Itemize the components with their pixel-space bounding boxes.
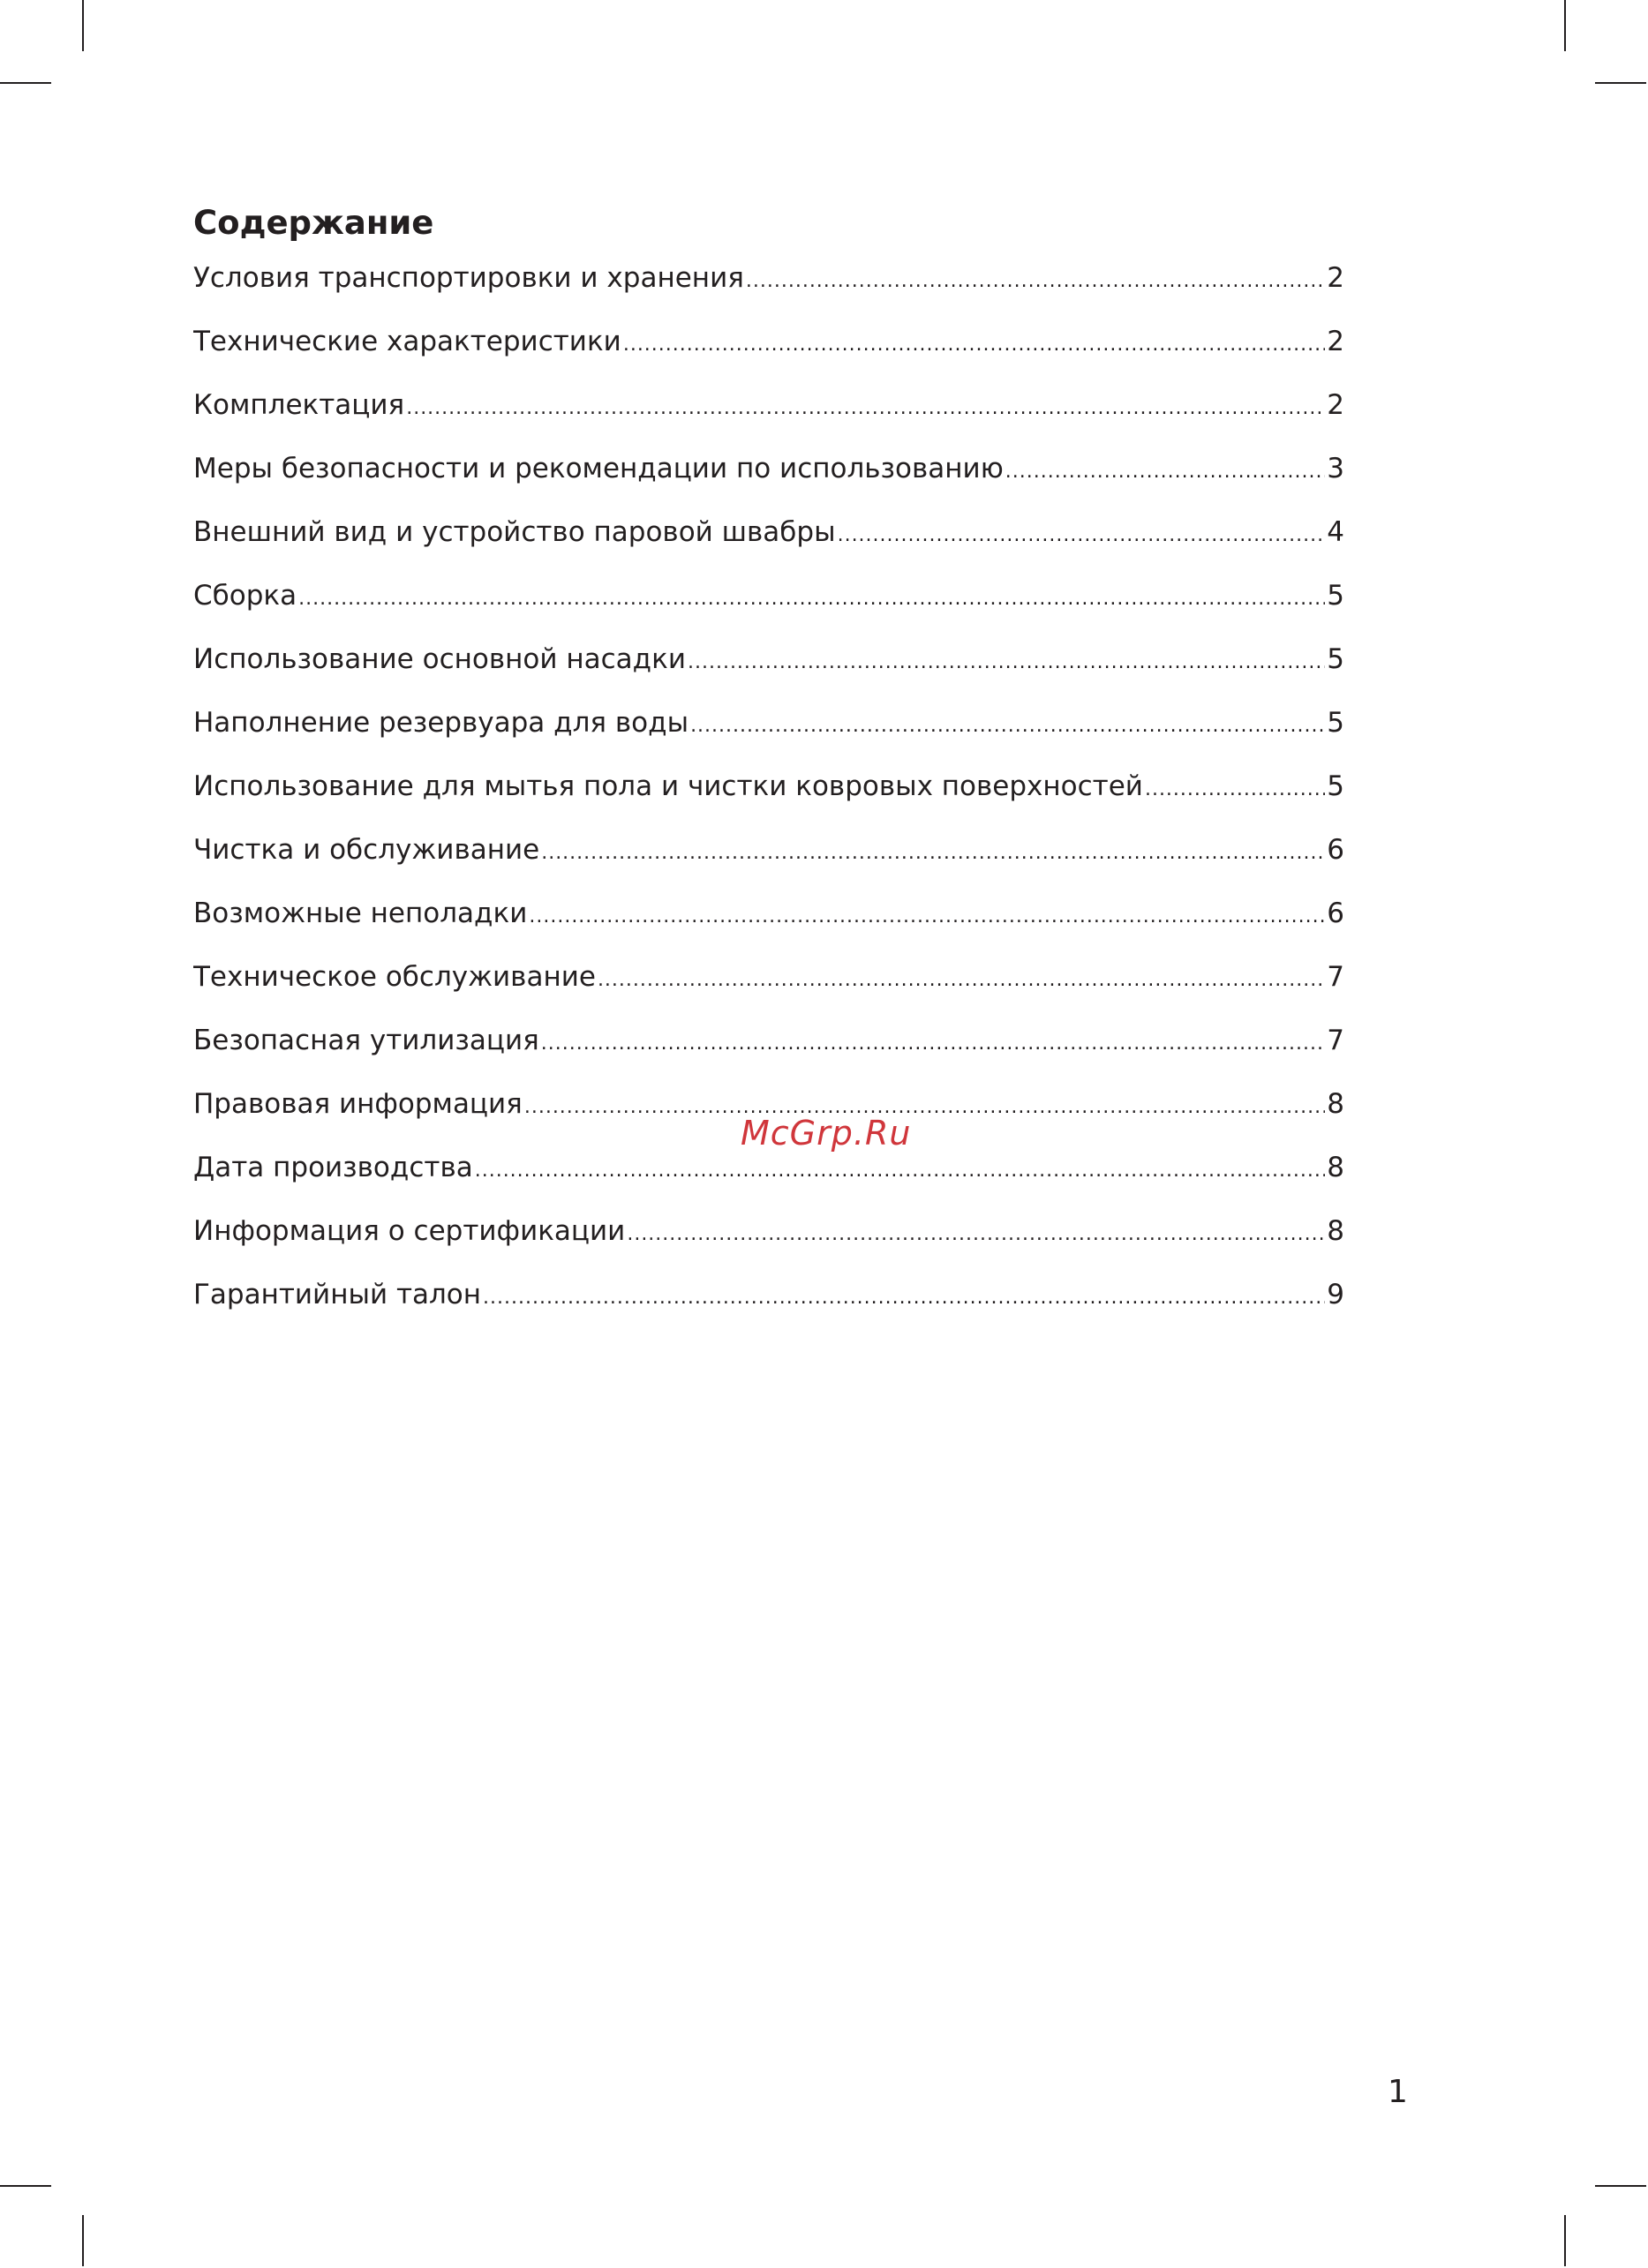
crop-mark-top-right-vertical: [1564, 0, 1566, 51]
toc-entry-label: Наполнение резервуара для воды: [193, 707, 689, 739]
toc-entry[interactable]: [193, 830, 1344, 894]
page-number: 1: [1388, 2074, 1408, 2110]
toc-dot-leader: [598, 961, 1325, 1000]
toc-dot-leader: [838, 516, 1326, 555]
toc-dot-leader: [1005, 453, 1325, 492]
toc-dot-leader: [623, 326, 1325, 364]
toc-entry[interactable]: [193, 576, 1344, 640]
toc-dot-leader: [541, 1025, 1326, 1063]
toc-entry-page-number: 6: [1327, 834, 1344, 866]
crop-mark-top-left-vertical: [82, 0, 84, 51]
toc-dot-leader: [688, 643, 1325, 682]
toc-dot-leader: [627, 1215, 1325, 1254]
toc-entry-label: Безопасная утилизация: [193, 1025, 539, 1056]
toc-entry-label: Информация о сертификации: [193, 1215, 626, 1247]
watermark: McGrp.Ru: [741, 1114, 912, 1153]
toc-entry[interactable]: [193, 958, 1344, 1021]
crop-mark-bottom-left-vertical: [82, 2215, 84, 2266]
toc-entry-page-number: 7: [1327, 961, 1344, 993]
toc-entry-page-number: 6: [1327, 897, 1344, 929]
toc-entry-label: Комплектация: [193, 389, 405, 421]
toc-entry-page-number: 2: [1327, 389, 1344, 421]
toc-entry-page-number: 5: [1327, 580, 1344, 612]
toc-dot-leader: [524, 1088, 1325, 1127]
toc-dot-leader: [541, 834, 1325, 873]
toc-dot-leader: [475, 1152, 1326, 1190]
crop-mark-top-right-horizontal: [1595, 82, 1646, 84]
toc-entry-label: Условия транспортировки и хранения: [193, 262, 744, 294]
toc-entry-page-number: 3: [1327, 453, 1344, 484]
toc-entry[interactable]: [193, 703, 1344, 767]
toc-entry[interactable]: [193, 1275, 1344, 1339]
crop-mark-bottom-right-vertical: [1564, 2215, 1566, 2266]
toc-entry-page-number: 4: [1327, 516, 1344, 548]
toc-entry-label: Чистка и обслуживание: [193, 834, 540, 866]
toc-entry-label: Сборка: [193, 580, 297, 612]
toc-entry-label: Дата производства: [193, 1152, 473, 1183]
toc-entry-label: Техническое обслуживание: [193, 961, 596, 993]
toc-entry-label: Использование для мытья пола и чистки ковровых поверхностей: [193, 770, 1143, 802]
toc-title: Содержание: [193, 204, 434, 242]
table-of-contents: [193, 200, 1344, 1339]
toc-entry[interactable]: [193, 640, 1344, 703]
toc-entry-page-number: 7: [1327, 1025, 1344, 1056]
toc-entry[interactable]: [193, 1021, 1344, 1085]
toc-entry[interactable]: [193, 513, 1344, 576]
crop-mark-bottom-right-horizontal: [1595, 2185, 1646, 2187]
toc-entry[interactable]: [193, 322, 1344, 386]
toc-entry-page-number: 8: [1327, 1215, 1344, 1247]
toc-entry-label: Использование основной насадки: [193, 643, 686, 675]
crop-mark-top-left-horizontal: [0, 82, 51, 84]
toc-entry[interactable]: [193, 767, 1344, 830]
toc-entry[interactable]: [193, 894, 1344, 958]
toc-entry-page-number: 2: [1327, 326, 1344, 357]
toc-entry-page-number: 5: [1327, 707, 1344, 739]
toc-entry-label: Меры безопасности и рекомендации по использованию: [193, 453, 1004, 484]
toc-dot-leader: [406, 389, 1325, 428]
toc-entry-page-number: 8: [1327, 1152, 1344, 1183]
toc-list: [193, 259, 1344, 1339]
toc-entry-label: Гарантийный талон: [193, 1279, 482, 1310]
toc-entry[interactable]: [193, 259, 1344, 322]
toc-dot-leader: [298, 580, 1325, 619]
toc-entry-label: Технические характеристики: [193, 326, 621, 357]
toc-entry-page-number: 5: [1327, 643, 1344, 675]
toc-entry-label: Правовая информация: [193, 1088, 523, 1120]
crop-mark-bottom-left-horizontal: [0, 2185, 51, 2187]
toc-dot-leader: [1145, 770, 1325, 809]
toc-dot-leader: [483, 1279, 1325, 1318]
toc-entry[interactable]: [193, 449, 1344, 513]
toc-entry-label: Внешний вид и устройство паровой швабры: [193, 516, 836, 548]
toc-entry[interactable]: [193, 1212, 1344, 1275]
toc-entry-page-number: 9: [1327, 1279, 1344, 1310]
toc-entry-page-number: 8: [1327, 1088, 1344, 1120]
toc-dot-leader: [746, 262, 1325, 301]
toc-entry[interactable]: [193, 1148, 1344, 1212]
toc-entry-page-number: 5: [1327, 770, 1344, 802]
toc-entry-page-number: 2: [1327, 262, 1344, 294]
toc-dot-leader: [690, 707, 1325, 746]
toc-entry-label: Возможные неполадки: [193, 897, 528, 929]
toc-entry[interactable]: [193, 386, 1344, 449]
toc-dot-leader: [529, 897, 1325, 936]
